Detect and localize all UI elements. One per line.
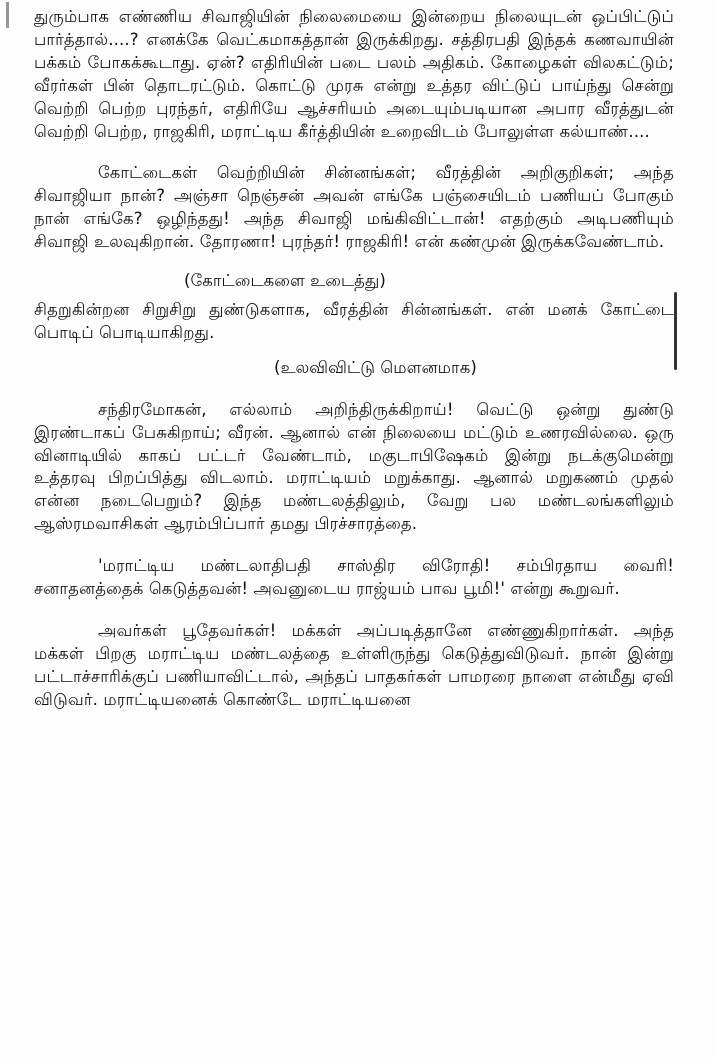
paragraph-3: சிதறுகின்றன சிறுசிறு துண்டுகளாக, வீரத்தின் சின்னங்கள். என் மனக் கோட்டை பொடிப் பொடியாகிறது. xyxy=(34,299,674,342)
paragraph-5: 'மராட்டிய மண்டலாதிபதி சாஸ்திர விரோதி! சம்பிரதாய வைரி! சனாதனத்தைக் கெடுத்தவன்! அவனுடைய ராஜ்யம் பாவ பூமி!' என்று கூறுவர். xyxy=(34,556,674,599)
stage-direction-2: (உலவிவிட்டு மௌனமாக) xyxy=(274,357,477,377)
paragraph-6: அவர்கள் பூதேவர்கள்! மக்கள் அப்படித்தானே எண்ணுகிறார்கள். அந்த மக்கள் பிறகு மராட்டிய மண்டலத்தை உள்ளிருந்து கெடுத்துவிடுவர். நான் இன்று பட்டாச்சாரிக்குப் பணியாவிட்டால், அந்தப் பாதகர்கள் பாமரரை நாளை என்மீது ஏவி விடுவர். மராட்டியனைக் கொண்டே மராட்டியனை xyxy=(34,620,674,709)
page-body xyxy=(34,6,674,712)
paragraph-4: சந்திரமோகன், எல்லாம் அறிந்திருக்கிறாய்! வெட்டு ஒன்று துண்டு இரண்டாகப் பேசுகிறாய்; வீரன். ஆனால் என் நிலையை மட்டும் உணரவில்லை. ஒரு வினாடியில் காகப் பட்டர் வேண்டாம், மகுடாபிஷேகம் இன்று நடக்குமென்று உத்தரவு பிறப்பித்து விடலாம். மராட்டியம் மறுக்காது. ஆனால் மறுகணம் முதல் என்ன நடைபெறும்? இந்த மண்டலத்திலும், வேறு பல மண்டலங்களிலும் ஆஸ்ரமவாசிகள் ஆரம்பிப்பார் தமது பிரச்சாரத்தை. xyxy=(34,399,674,534)
paragraph-1: துரும்பாக எண்ணிய சிவாஜியின் நிலைமையை இன்றைய நிலையுடன் ஒப்பிட்டுப் பார்த்தால்....? எனக்கே வெட்கமாகத்தான் இருக்கிறது. சத்திரபதி இந்தக் கணவாயின் பக்கம் போகக்கூடாது. ஏன்? எதிரியின் படை பலம் அதிகம். கோழைகள் விலகட்டும்; வீரர்கள் பின் தொடரட்டும். கொட்டு முரசு என்று உத்தர விட்டுப் பாய்ந்து சென்று வெற்றி பெற்ற புரந்தர், எதிரியே ஆச்சரியம் அடையும்படியான அபார வீரத்துடன் வெற்றி பெற்ற, ராஜகிரி, மராட்டிய கீர்த்தியின் உறைவிடம் போலுள்ள கல்யாண்.... xyxy=(34,7,674,141)
stage-direction-1: (கோட்டைகளை உடைத்து) xyxy=(184,271,386,291)
margin-pencil-mark xyxy=(674,292,677,370)
paragraph-2: கோட்டைகள் வெற்றியின் சின்னங்கள்; வீரத்தின் அறிகுறிகள்; அந்த சிவாஜியா நான்? அஞ்சா நெஞ்சன் அவன் எங்கே பஞ்சையிடம் பணியப் போகும் நான் எங்கே? ஒழிந்தது! அந்த சிவாஜி மங்கிவிட்டான்! எதற்கும் அடிபணியும் சிவாஜி உலவுகிறான். தோரணா! புரந்தர்! ராஜகிரி! என் கண்முன் இருக்கவேண்டாம். xyxy=(34,163,674,252)
scan-artifact-mark xyxy=(6,2,9,28)
